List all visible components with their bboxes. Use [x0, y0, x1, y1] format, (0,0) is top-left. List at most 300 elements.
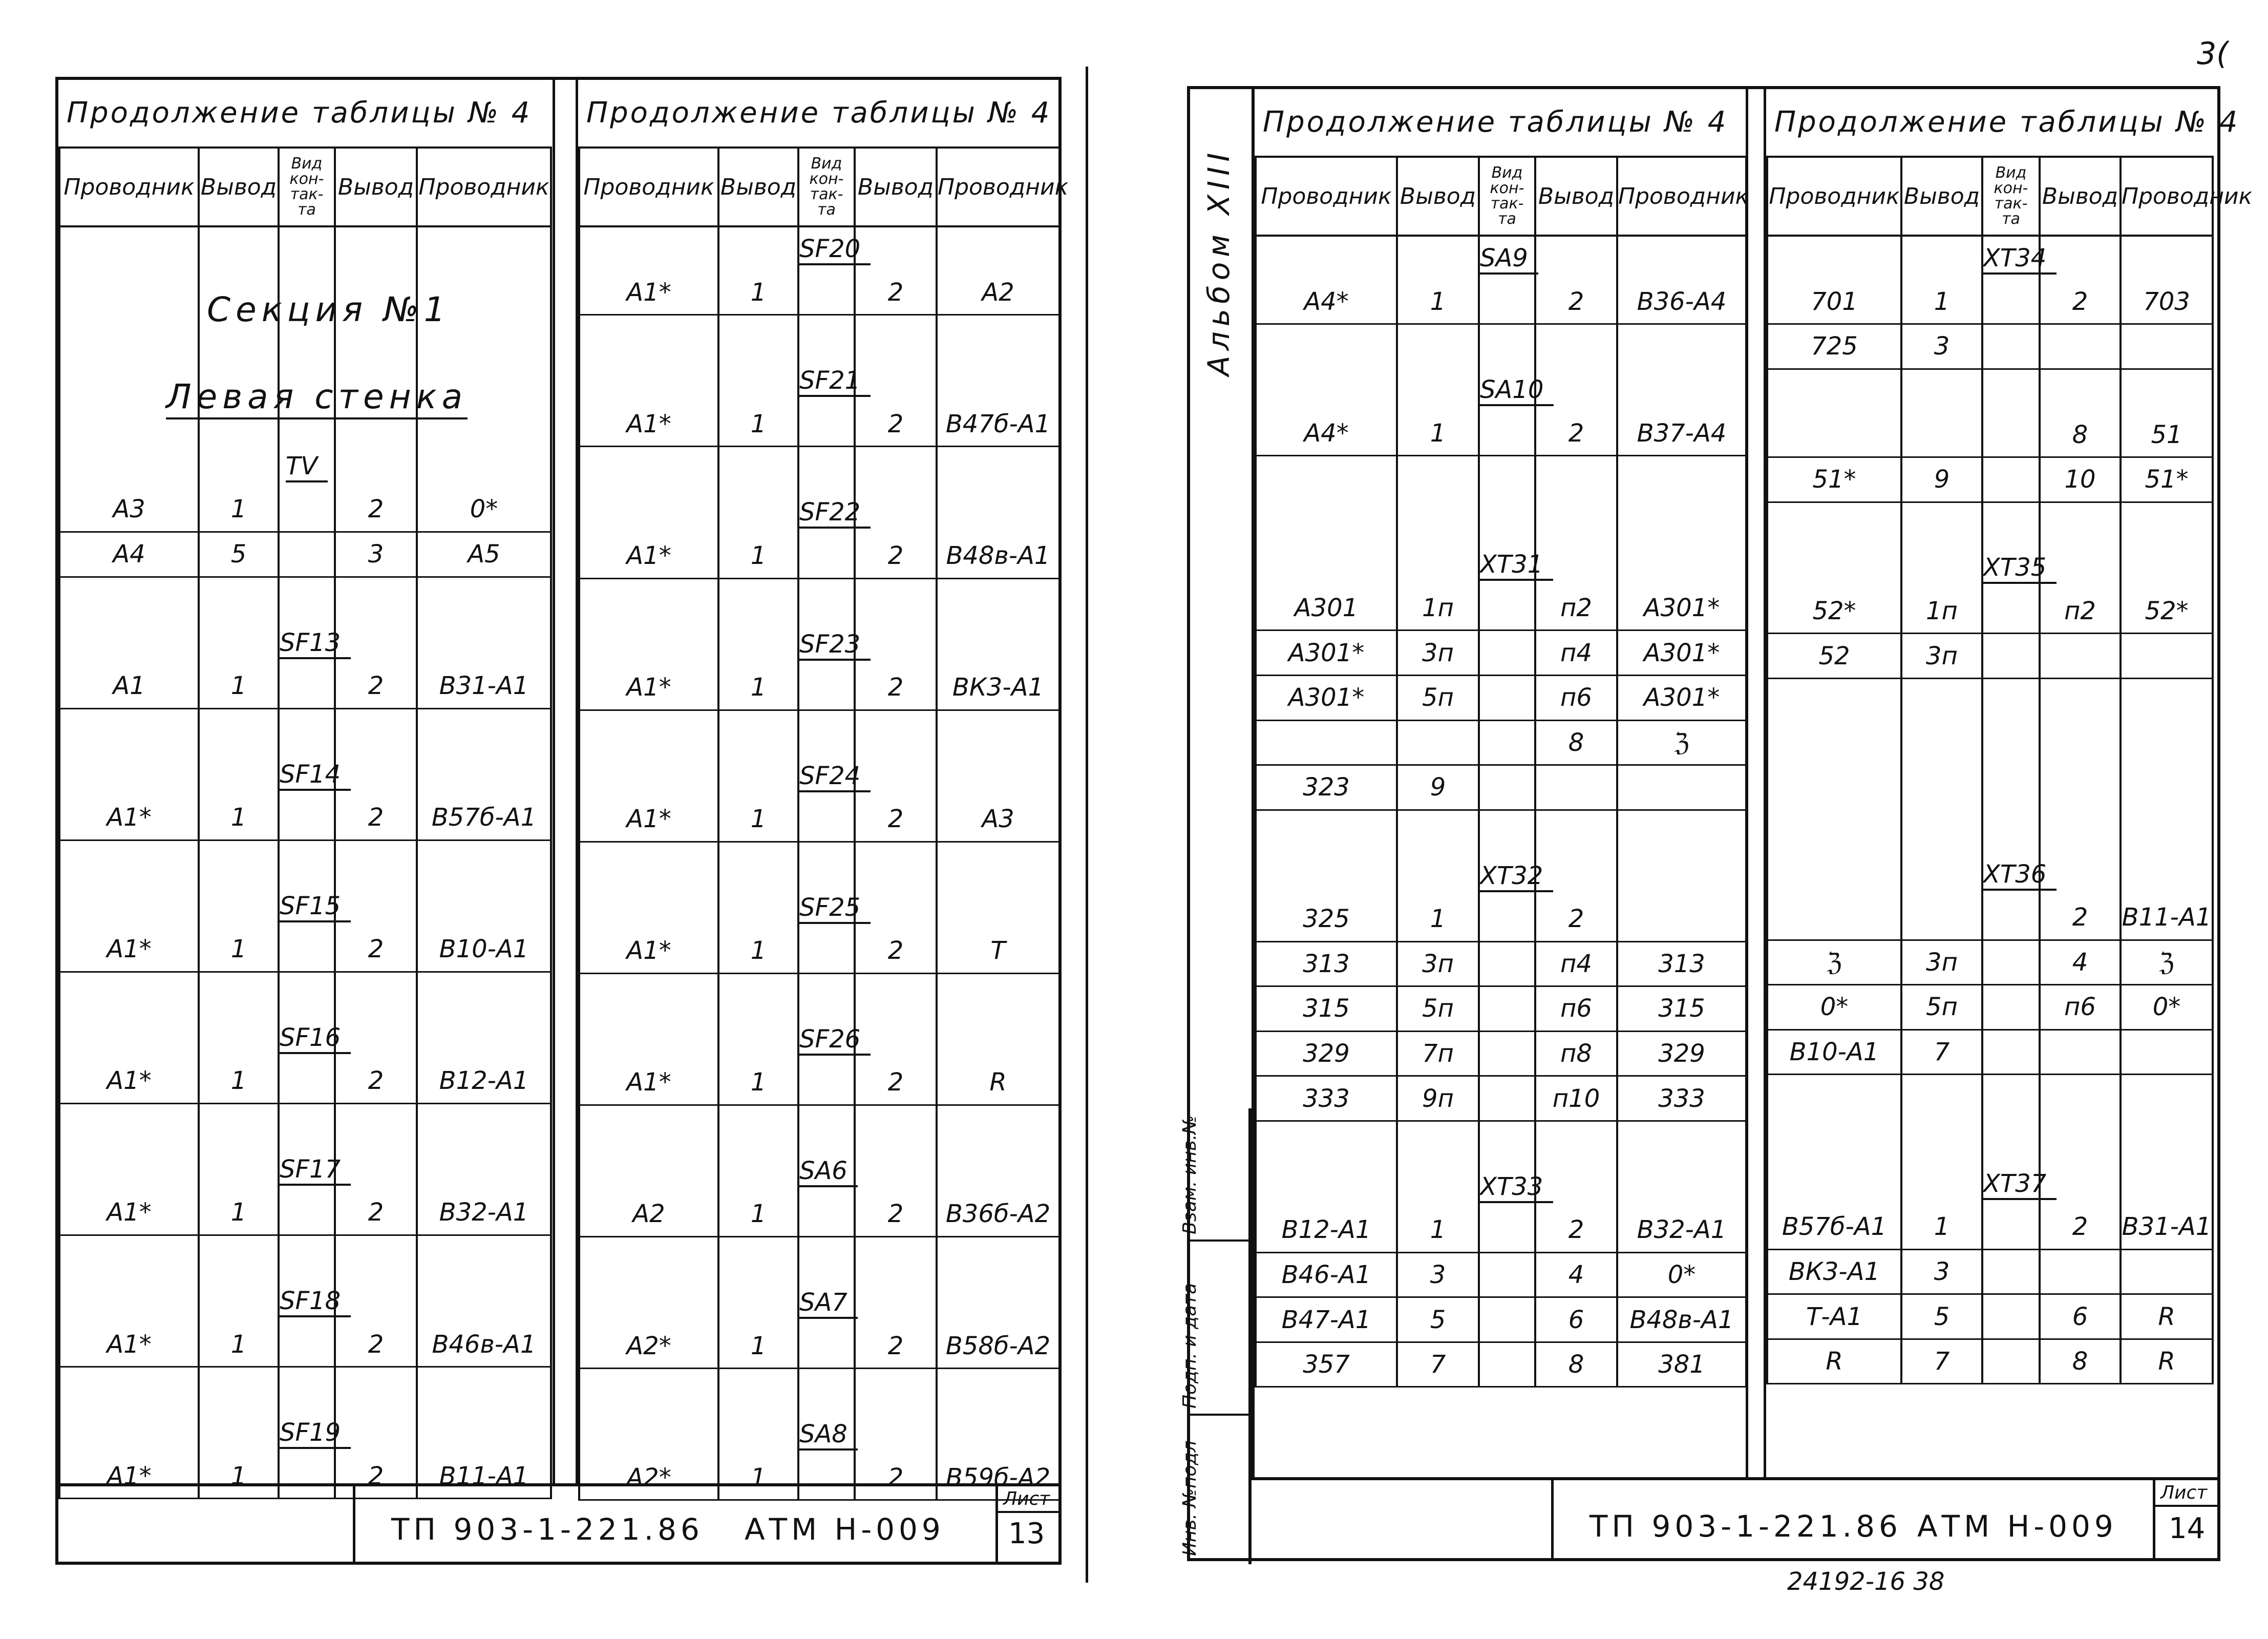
table-cell: [199, 840, 279, 884]
table-row: [579, 842, 1059, 886]
table-cell: [855, 842, 937, 886]
table-cell: В32-А1: [1617, 1208, 1746, 1252]
table-cell: 9п: [1397, 1076, 1479, 1121]
table-cell: [335, 444, 417, 488]
contact-type-cell: [1982, 369, 2040, 413]
table-cell: [937, 491, 1059, 534]
device-label: SF25: [799, 893, 871, 924]
table-cell: 1: [1397, 280, 1479, 324]
table-cell: В32-А1: [417, 1191, 551, 1235]
table-cell: А2*: [579, 1324, 718, 1368]
table-cell: [718, 710, 798, 754]
table-cell: 5: [199, 532, 279, 577]
table-cell: [1256, 236, 1397, 280]
table-cell: [59, 1367, 199, 1411]
table-cell: [1767, 369, 1901, 413]
contact-type-cell: [279, 621, 341, 664]
table-cell: [1535, 1121, 1617, 1165]
stamp-cell: Взам. инв.№: [1179, 1115, 1200, 1234]
table-cell: А1*: [59, 928, 199, 972]
sheet-label: Лист: [2160, 1482, 2208, 1503]
table-cell: [199, 1016, 279, 1059]
sheet-number: 14: [2169, 1512, 2206, 1545]
table-cell: [417, 444, 551, 488]
table-cell: 2: [2040, 896, 2121, 940]
contact-type-cell: [1479, 810, 1535, 854]
table-cell: [335, 1367, 417, 1411]
table-cell: [718, 973, 798, 1017]
table-cell: [937, 754, 1059, 797]
contact-type-cell: [279, 532, 335, 577]
table-row: [579, 929, 1059, 973]
table-cell: [1901, 766, 1982, 809]
sheet-label: Лист: [1003, 1488, 1050, 1509]
contact-type-cell: [1982, 723, 2040, 766]
table-cell: 8: [1535, 720, 1617, 765]
table-cell: 7: [1397, 1342, 1479, 1387]
table-row: [1767, 457, 2213, 502]
column-header: Вывод: [855, 148, 937, 226]
table-cell: [579, 226, 718, 271]
table-cell: [579, 710, 718, 754]
table-cell: [59, 271, 199, 314]
table-cell: [1767, 546, 1901, 590]
table-cell: 3: [1397, 1252, 1479, 1297]
table-row: [1256, 1297, 1746, 1342]
contact-type-cell: [279, 488, 335, 532]
contact-type-cell: [1479, 1297, 1535, 1342]
contact-type-cell: [279, 1191, 335, 1235]
table-cell: [335, 1103, 417, 1147]
table-row: [1256, 810, 1746, 854]
contact-type-cell: [1479, 1342, 1535, 1387]
table-cell: 5п: [1901, 985, 1982, 1030]
table-cell: [59, 1147, 199, 1191]
table-cell: [2121, 1075, 2213, 1119]
contact-type-cell: [279, 226, 335, 271]
table-cell: 7: [1901, 1029, 1982, 1075]
table-cell: [1767, 723, 1901, 766]
table-row: [579, 534, 1059, 578]
table-row: [1767, 678, 2213, 722]
table-row: [1256, 897, 1746, 941]
contact-type-cell: [798, 578, 855, 622]
table-cell: п8: [1535, 1031, 1617, 1076]
table-cell: [1617, 1165, 1746, 1208]
column-header: Вид кон- так- та: [1479, 157, 1535, 236]
table-cell: п2: [2040, 590, 2121, 634]
table-cell: [1397, 1165, 1479, 1208]
table-row: [59, 1016, 551, 1059]
table-cell: 2: [335, 1191, 417, 1235]
table-cell: В12-А1: [417, 1059, 551, 1103]
table-row: [579, 447, 1059, 491]
table-row: [1256, 1342, 1746, 1387]
table-cell: А3: [59, 488, 199, 532]
table-row: [1767, 1249, 2213, 1294]
table-cell: 5: [1397, 1297, 1479, 1342]
table-cell: [718, 1105, 798, 1149]
table-cell: ℨ: [1617, 720, 1746, 765]
contact-type-cell: [279, 708, 335, 752]
table-cell: п2: [1535, 586, 1617, 631]
contact-type-cell: [1479, 411, 1535, 455]
table-row: [1767, 369, 2213, 413]
table-cell: [59, 1235, 199, 1279]
table-row: [579, 491, 1059, 534]
table-cell: [937, 886, 1059, 929]
contact-type-cell: [1982, 280, 2040, 324]
table-cell: [417, 1147, 551, 1191]
table-cell: 333: [1256, 1076, 1397, 1121]
table-cell: А2*: [579, 1456, 718, 1500]
table-cell: 2: [855, 534, 937, 578]
contact-type-cell: [1982, 852, 2047, 896]
device-label: XT32: [1480, 861, 1553, 892]
table-cell: А1*: [59, 1454, 199, 1498]
table-cell: [1901, 546, 1982, 590]
contact-type-cell: [1982, 940, 2040, 985]
table-row: [579, 271, 1059, 315]
table-cell: 313: [1617, 941, 1746, 986]
device-label: SF24: [799, 762, 871, 792]
table-cell: 2: [335, 1454, 417, 1498]
right-sheet: [1179, 86, 2253, 1561]
right-table-1: [1252, 89, 1748, 1477]
table-cell: 0*: [2121, 985, 2213, 1030]
table-row: [1767, 723, 2213, 766]
table-cell: 2: [855, 1061, 937, 1105]
contact-type-cell: [1479, 1031, 1535, 1076]
table-cell: [855, 1413, 937, 1456]
table-cell: 52: [1767, 634, 1901, 679]
table-cell: 381: [1617, 1342, 1746, 1387]
table-cell: [2040, 723, 2121, 766]
table-cell: 1: [718, 929, 798, 973]
table-cell: [1535, 455, 1617, 499]
table-row: [1256, 543, 1746, 586]
table-cell: [1901, 369, 1982, 413]
device-label: SF19: [280, 1418, 351, 1449]
table-row: [579, 403, 1059, 447]
table-cell: 7: [1901, 1339, 1982, 1384]
table-cell: 3п: [1397, 941, 1479, 986]
table-cell: [199, 972, 279, 1016]
table-cell: [335, 577, 417, 621]
table-row: [579, 1192, 1059, 1236]
table-cell: [579, 315, 718, 359]
table-cell: 315: [1617, 986, 1746, 1032]
table-cell: 2: [1535, 411, 1617, 455]
table-cell: [579, 754, 718, 797]
table-cell: [1535, 765, 1617, 810]
table-cell: 329: [1617, 1031, 1746, 1076]
contact-type-cell: [1982, 896, 2040, 940]
contact-type-cell: [279, 796, 335, 840]
contact-type-cell: [1982, 1294, 2040, 1339]
table-cell: 2: [2040, 280, 2121, 324]
table-row: [59, 928, 551, 972]
table-cell: 2: [2040, 1205, 2121, 1249]
contact-type-cell: [279, 840, 335, 884]
table-row: [579, 578, 1059, 622]
table-row: [1767, 280, 2213, 324]
table-cell: [718, 359, 798, 403]
table-row: [59, 444, 551, 488]
table-row: [579, 886, 1059, 929]
contact-type-cell: [1982, 1205, 2040, 1249]
device-label: SF17: [280, 1155, 351, 1186]
table-cell: [1767, 1162, 1901, 1205]
table-cell: [1617, 324, 1746, 368]
table-cell: [1397, 455, 1479, 499]
table-row: [1256, 280, 1746, 324]
table-cell: [2121, 766, 2213, 809]
table-cell: А1*: [59, 1322, 199, 1367]
table-cell: В36-А4: [1617, 280, 1746, 324]
contact-type-cell: [279, 1059, 335, 1103]
table-cell: [937, 1236, 1059, 1280]
contact-type-cell: [798, 1413, 855, 1456]
table-cell: п4: [1535, 631, 1617, 676]
table-cell: [937, 842, 1059, 886]
table-cell: [579, 622, 718, 666]
table-row: [1767, 502, 2213, 546]
table-cell: [1256, 1165, 1397, 1208]
table-cell: Т: [937, 929, 1059, 973]
table-title: Продолжение таблицы № 4: [1263, 106, 1728, 139]
table-cell: 315: [1256, 986, 1397, 1032]
table-cell: 2: [855, 1456, 937, 1500]
table-cell: ℨ: [2121, 940, 2213, 985]
contact-type-cell: [1982, 1162, 2047, 1205]
contact-type-cell: [1479, 1208, 1535, 1252]
table-cell: А5: [417, 532, 551, 577]
table-row: [1256, 324, 1746, 368]
table-row: [1767, 634, 2213, 679]
table-cell: 1: [718, 534, 798, 578]
table-cell: 1: [199, 1059, 279, 1103]
table-cell: 5: [1901, 1294, 1982, 1339]
table-cell: 2: [855, 403, 937, 447]
table-cell: 1: [199, 928, 279, 972]
contact-type-cell: [798, 447, 855, 491]
table-cell: 2: [855, 797, 937, 842]
table-cell: [2121, 634, 2213, 679]
stamp-cell: Подп. и дата: [1179, 1283, 1200, 1409]
table-row: [1256, 236, 1746, 280]
table-cell: В47б-А1: [937, 403, 1059, 447]
table-cell: [579, 1105, 718, 1149]
table-cell: [1617, 543, 1746, 586]
table-cell: [579, 842, 718, 886]
table-cell: 8: [2040, 413, 2121, 457]
left-sheet: [55, 77, 1069, 1565]
table-row: [1256, 455, 1746, 499]
table-cell: [417, 1279, 551, 1323]
archive-number: 24192-16 38: [1787, 1567, 1945, 1596]
table-cell: [2040, 1029, 2121, 1075]
table-cell: 2: [335, 928, 417, 972]
table-cell: [59, 1279, 199, 1323]
column-header: Вид кон- так- та: [1982, 157, 2040, 236]
album-label: Альбом XIII: [1201, 148, 1236, 376]
table-cell: [1901, 1075, 1982, 1119]
device-label: XT34: [1983, 244, 2057, 275]
table-cell: 1: [199, 1191, 279, 1235]
table-cell: [335, 226, 417, 271]
table-cell: 0*: [1617, 1252, 1746, 1297]
contact-type-cell: [1479, 765, 1535, 810]
table-row: [1767, 852, 2213, 896]
table-title: Продолжение таблицы № 4: [586, 96, 1052, 130]
table-row: [1256, 1031, 1746, 1076]
contact-type-cell: [1479, 455, 1535, 499]
table-cell: [937, 1017, 1059, 1061]
device-label: XT35: [1983, 553, 2057, 584]
table-cell: 2: [855, 1324, 937, 1368]
table-cell: [1617, 810, 1746, 854]
contact-type-cell: [1982, 634, 2040, 679]
contact-type-cell: [1479, 1252, 1535, 1297]
table-cell: [579, 491, 718, 534]
table-cell: В48в-А1: [937, 534, 1059, 578]
table-cell: [718, 1017, 798, 1061]
contact-type-cell: [798, 710, 855, 754]
contact-type-cell: [1982, 985, 2040, 1030]
doc-code: ТП 903-1-221.86: [391, 1512, 704, 1547]
table-cell: [59, 314, 199, 358]
table-cell: [2121, 723, 2213, 766]
table-cell: [2040, 502, 2121, 546]
table-cell: А4*: [1256, 280, 1397, 324]
column-header: Вывод: [2040, 157, 2121, 236]
contact-type-cell: [1479, 1076, 1535, 1121]
device-label: SF15: [280, 892, 351, 922]
table-row: [59, 1059, 551, 1103]
table-cell: А1*: [579, 403, 718, 447]
table-row: [59, 708, 551, 752]
table-cell: [1767, 1075, 1901, 1119]
contact-type-cell: [798, 973, 855, 1017]
table-cell: [2121, 1162, 2213, 1205]
table-row: [579, 315, 1059, 359]
contact-type-cell: [1982, 590, 2040, 634]
table-cell: [2121, 678, 2213, 722]
table-cell: [417, 1016, 551, 1059]
table-cell: В10-А1: [417, 928, 551, 972]
table-cell: [2121, 324, 2213, 369]
contact-type-cell: [798, 929, 855, 973]
wiring-table: [1255, 156, 1747, 1388]
table-cell: 1: [199, 1322, 279, 1367]
contact-type-cell: [798, 1192, 855, 1236]
table-cell: R: [2121, 1294, 2213, 1339]
table-cell: [2040, 1075, 2121, 1119]
table-row: [1256, 675, 1746, 720]
column-header: Проводник: [1617, 157, 1746, 236]
table-cell: В48в-А1: [1617, 1297, 1746, 1342]
table-cell: В59б-А2: [937, 1456, 1059, 1500]
table-cell: п6: [1535, 675, 1617, 720]
contact-type-cell: [1982, 1029, 2040, 1075]
table-cell: 1: [718, 666, 798, 710]
table-cell: [59, 577, 199, 621]
column-header: Вывод: [1397, 157, 1479, 236]
contact-type-cell: [1479, 675, 1535, 720]
contact-type-cell: [279, 664, 335, 708]
table-cell: А1*: [579, 797, 718, 842]
table-cell: 1: [199, 1454, 279, 1498]
table-row: [1767, 1205, 2213, 1249]
table-cell: В36б-А2: [937, 1192, 1059, 1236]
table-cell: 2: [335, 488, 417, 532]
table-cell: 357: [1256, 1342, 1397, 1387]
table-cell: [1617, 897, 1746, 941]
table-cell: В10-А1: [1767, 1029, 1901, 1075]
table-cell: [1767, 413, 1901, 457]
table-cell: [2121, 809, 2213, 853]
table-cell: [59, 1411, 199, 1455]
contact-type-cell: [1982, 766, 2040, 809]
table-cell: [417, 1367, 551, 1411]
table-cell: [1617, 765, 1746, 810]
table-cell: 323: [1256, 765, 1397, 810]
table-cell: [2040, 1119, 2121, 1162]
contact-type-cell: [798, 1368, 855, 1412]
contact-type-cell: [1982, 1339, 2040, 1384]
table-cell: [59, 972, 199, 1016]
device-label: TV: [286, 452, 328, 482]
table-cell: [2040, 324, 2121, 369]
contact-type-cell: [279, 1147, 341, 1191]
table-cell: 51*: [1767, 457, 1901, 502]
table-cell: [417, 621, 551, 664]
table-cell: [199, 1235, 279, 1279]
contact-type-cell: [279, 1411, 341, 1455]
table-cell: [1397, 500, 1479, 543]
table-cell: 4: [1535, 1252, 1617, 1297]
table-cell: 6: [1535, 1297, 1617, 1342]
table-cell: А2: [937, 271, 1059, 315]
table-cell: 1: [718, 1061, 798, 1105]
table-cell: 1: [1397, 1208, 1479, 1252]
table-cell: [2040, 369, 2121, 413]
contact-type-cell: [279, 884, 341, 928]
table-cell: [718, 622, 798, 666]
contact-type-cell: [1479, 1165, 1543, 1208]
table-cell: 2: [335, 1322, 417, 1367]
table-cell: [59, 444, 199, 488]
table-cell: [1901, 1162, 1982, 1205]
table-cell: В57б-А1: [1767, 1205, 1901, 1249]
table-row: [579, 359, 1059, 403]
table-row: [59, 1279, 551, 1323]
table-row: [59, 1235, 551, 1279]
table-cell: В12-А1: [1256, 1208, 1397, 1252]
table-cell: [937, 1149, 1059, 1192]
wiring-table: [58, 146, 552, 1499]
table-cell: В11-А1: [2121, 896, 2213, 940]
column-header: Проводник: [937, 148, 1059, 226]
table-row: [1256, 411, 1746, 455]
table-cell: 5п: [1397, 675, 1479, 720]
table-cell: [855, 1236, 937, 1280]
table-cell: [937, 447, 1059, 491]
table-row: [1767, 236, 2213, 280]
table-row: [579, 1368, 1059, 1412]
table-cell: 9: [1397, 765, 1479, 810]
